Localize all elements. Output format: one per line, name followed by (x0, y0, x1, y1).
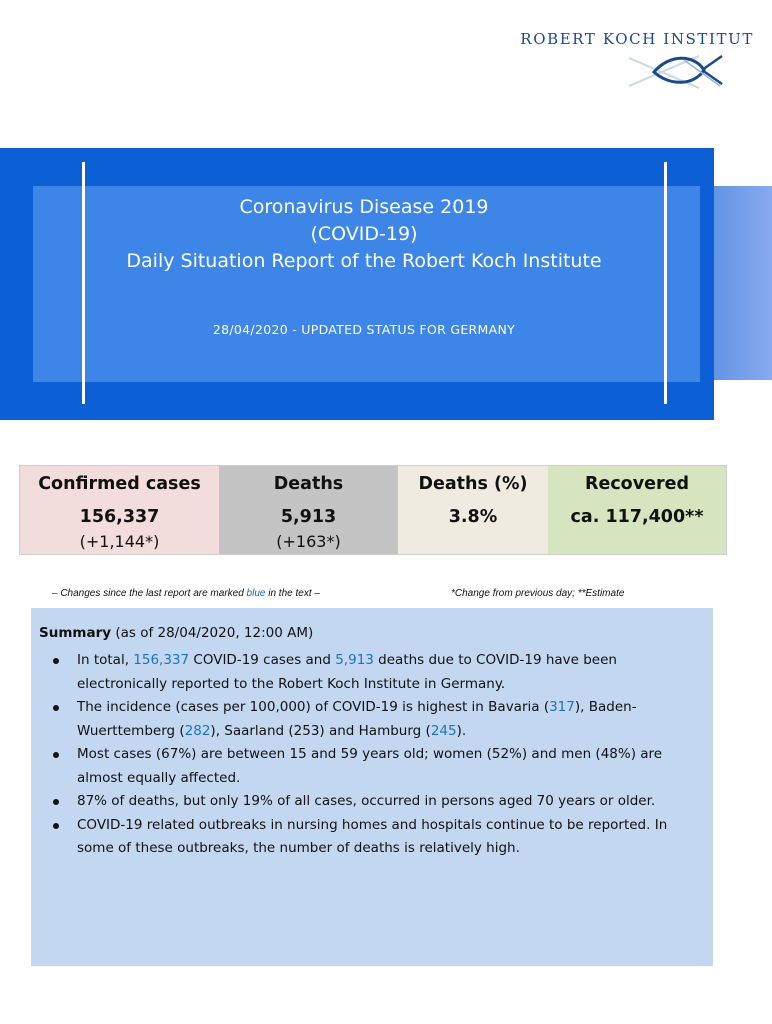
summary-bullet-outbreaks: COVID-19 related outbreaks in nursing homes and hospitals continue to be reported. In some of these outbreaks, the number of deaths is relatively high. (45, 814, 685, 861)
highlight-value: 317 (549, 699, 575, 715)
report-date-subtitle: 28/04/2020 - UPDATED STATUS FOR GERMANY (212, 322, 516, 337)
highlight-value: 5,913 (335, 652, 374, 668)
text: ), Baden-Wuerttemberg ( (77, 699, 637, 739)
logo-text: ROBERT KOCH INSTITUT (520, 30, 754, 48)
text: ). (456, 722, 467, 739)
report-title (0, 194, 728, 275)
institute-logo (494, 30, 754, 48)
stat-change: (+1,144*) (79, 532, 160, 551)
summary-bullet-age: Most cases (67%) are between 15 and 59 years old; women (52%) and men (48%) are almost equally affected. (45, 743, 685, 790)
stat-value: 156,337 (79, 507, 160, 527)
changes-note-blue: blue (246, 588, 266, 599)
title-line-2: (COVID-19) (310, 223, 418, 245)
text: COVID-19 cases and (189, 652, 336, 668)
stat-value: 5,913 (280, 507, 337, 527)
summary-heading (39, 625, 313, 641)
stat-label: Deaths (%) (418, 474, 528, 494)
stat-value: ca. 117,400** (570, 507, 704, 527)
stat-label: Deaths (273, 474, 344, 494)
stat-label: Confirmed cases (38, 474, 201, 494)
stat-confirmed-cases (20, 466, 219, 554)
highlight-value: 156,337 (133, 652, 190, 668)
stat-deaths-percent (398, 466, 548, 554)
text: deaths due to COVID-19 have been electronically reported to the Robert Koch Institute in Germany. (77, 652, 617, 692)
logo-fish-icon (624, 48, 734, 99)
summary-bullet-incidence (45, 696, 685, 743)
footnote-legend: *Change from previous day; **Estimate (451, 588, 625, 599)
title-line-3: Daily Situation Report of the Robert Koch Institute (126, 250, 602, 272)
text: In total, (77, 652, 134, 668)
text: The incidence (cases per 100,000) of COVID-19 is highest in Bavaria ( (77, 699, 550, 715)
stat-change: (+163*) (276, 532, 341, 551)
key-figures-table (19, 465, 727, 555)
highlight-value: 282 (184, 722, 211, 739)
stat-value: 3.8% (448, 507, 498, 527)
changes-note (52, 588, 320, 599)
changes-note-suffix: in the text – (265, 588, 320, 599)
summary-bullet-totals (45, 649, 685, 696)
summary-heading-label: Summary (39, 625, 112, 641)
summary-box (31, 608, 713, 966)
title-banner (0, 148, 714, 420)
summary-bullet-deaths: 87% of deaths, but only 19% of all cases, occurred in persons aged 70 years or older. (45, 790, 685, 814)
changes-note-prefix: – Changes since the last report are marked (52, 588, 247, 599)
stat-deaths (219, 466, 398, 554)
summary-heading-date: (as of 28/04/2020, 12:00 AM) (111, 625, 314, 641)
text: ), Saarland (253) and Hamburg ( (210, 722, 431, 739)
summary-list (45, 649, 685, 861)
stat-label: Recovered (584, 474, 690, 494)
highlight-value: 245 (430, 722, 457, 739)
title-line-1: Coronavirus Disease 2019 (239, 196, 489, 218)
stat-recovered (548, 466, 726, 554)
